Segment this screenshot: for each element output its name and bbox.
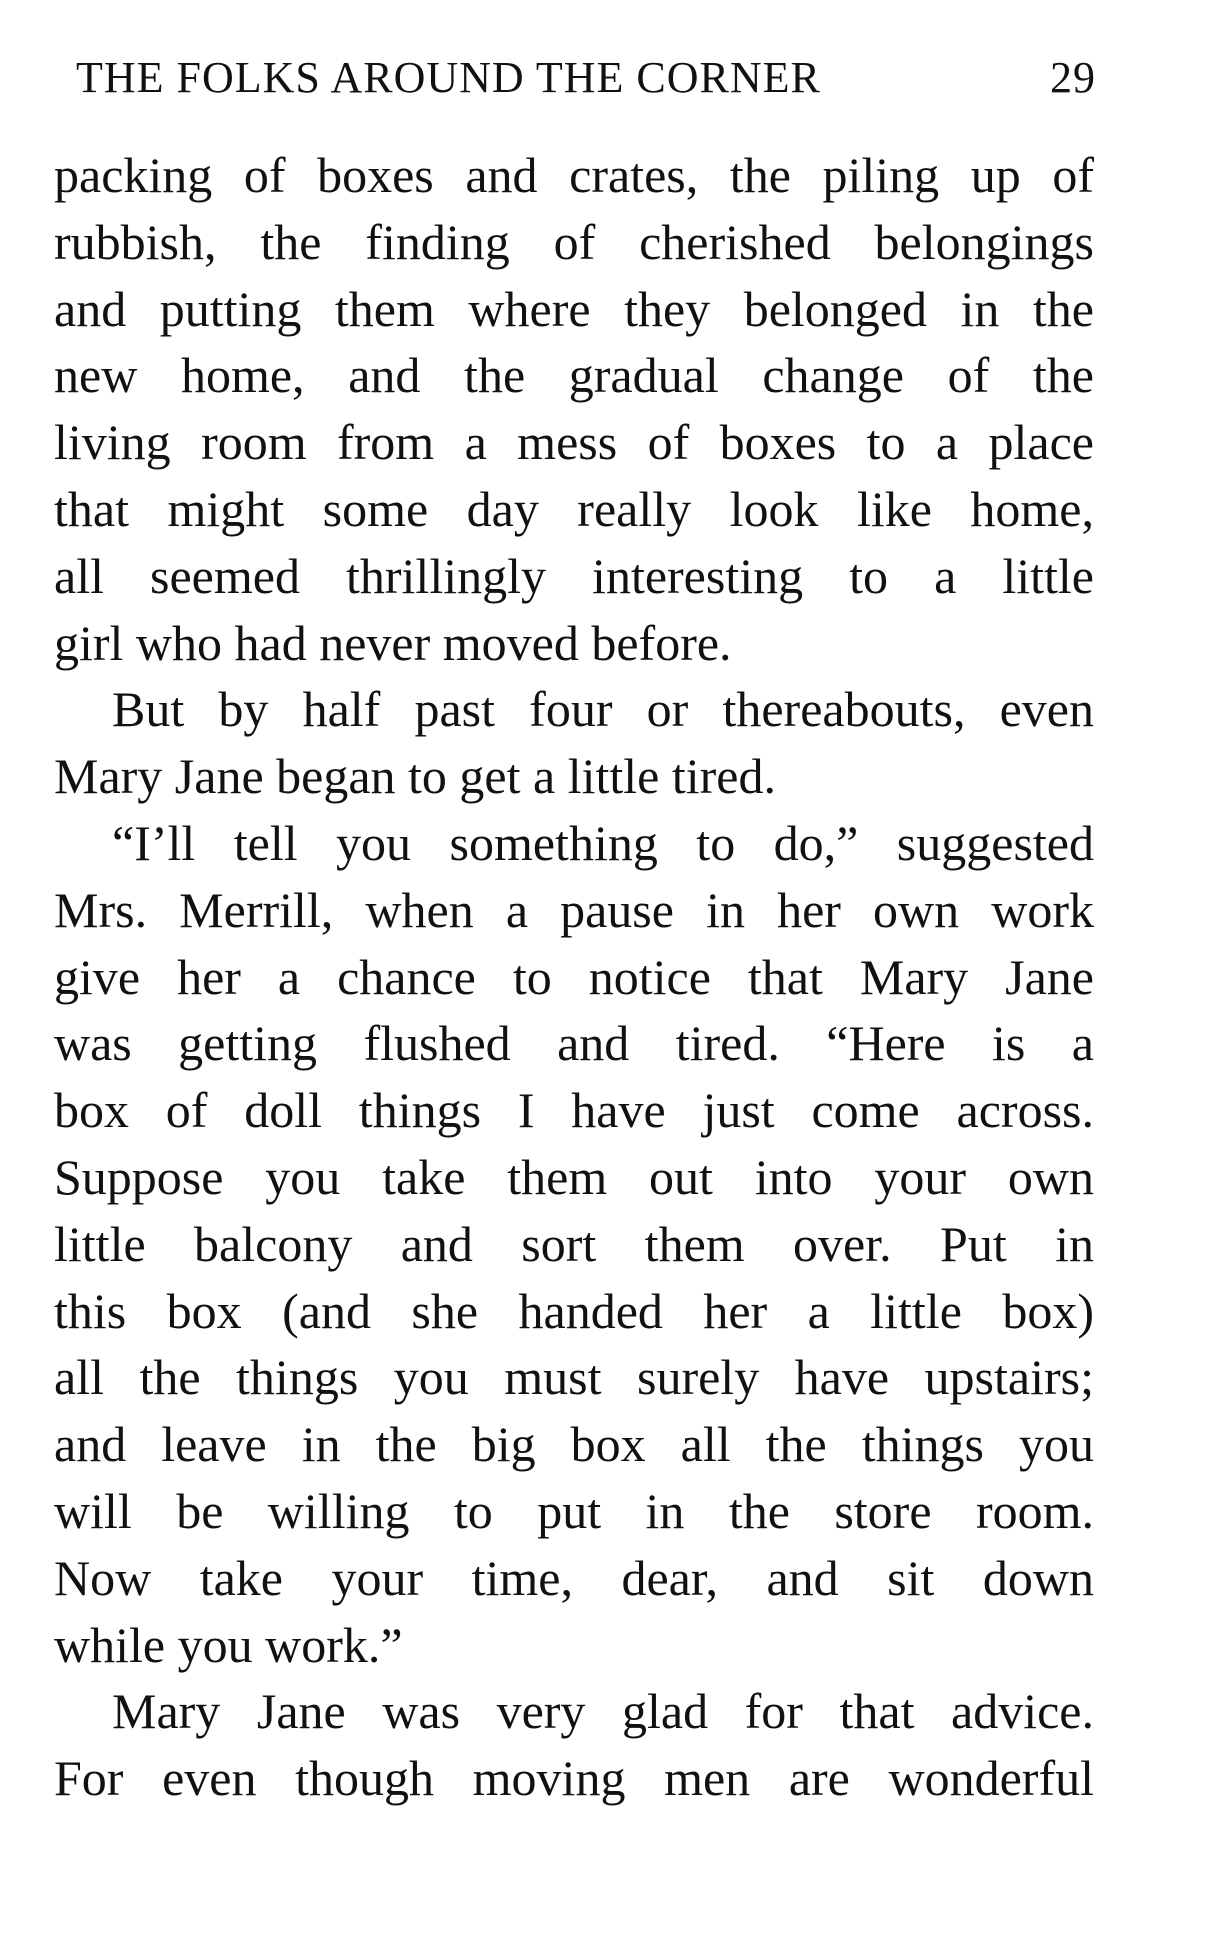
paragraph (54, 810, 1094, 1678)
text-line: living room from a mess of boxes to a place (54, 414, 1094, 471)
text-line: Mary Jane was very glad for that advice. (112, 1683, 1094, 1740)
text-line: all seemed thrillingly interesting to a little (54, 547, 1094, 604)
text-line: and leave in the big box all the things you (54, 1416, 1094, 1473)
text-line: box of doll things I have just come across. (54, 1082, 1094, 1139)
text-line: will be willing to put in the store room. (54, 1482, 1094, 1539)
text-line: Suppose you take them out into your own (54, 1148, 1094, 1205)
text-line: all the things you must surely have upstairs; (54, 1349, 1094, 1406)
page-number: 29 (1050, 53, 1096, 102)
text-line: Mary Jane began to get a little tired. (54, 748, 776, 805)
text-line: But by half past four or thereabouts, even (112, 681, 1094, 738)
text-line: that might some day really look like home, (54, 480, 1094, 537)
text-line: and putting them where they belonged in the (54, 280, 1094, 337)
text-line: packing of boxes and crates, the piling up of (54, 147, 1094, 203)
text-line: little balcony and sort them over. Put in (54, 1215, 1094, 1272)
text-line: was getting flushed and tired. “Here is a (54, 1015, 1094, 1072)
text-line: give her a chance to notice that Mary Jane (54, 948, 1094, 1005)
body-text (54, 142, 1094, 1812)
paragraph (54, 676, 1094, 810)
paragraph (54, 1678, 1094, 1812)
text-line: new home, and the gradual change of the (54, 347, 1094, 404)
text-line: girl who had never moved before. (54, 614, 732, 671)
text-line: For even though moving men are wonderful (54, 1750, 1094, 1807)
text-line: rubbish, the finding of cherished belongings (54, 213, 1094, 270)
text-line: Mrs. Merrill, when a pause in her own work (54, 881, 1094, 938)
running-title: THE FOLKS AROUND THE CORNER (76, 53, 821, 102)
text-line: Now take your time, dear, and sit down (54, 1549, 1094, 1606)
running-head (76, 52, 1096, 112)
text-line: “I’ll tell you something to do,” suggested (112, 814, 1094, 871)
text-line: while you work.” (54, 1616, 403, 1673)
paragraph (54, 142, 1094, 676)
text-line: this box (and she handed her a little box) (54, 1282, 1094, 1339)
